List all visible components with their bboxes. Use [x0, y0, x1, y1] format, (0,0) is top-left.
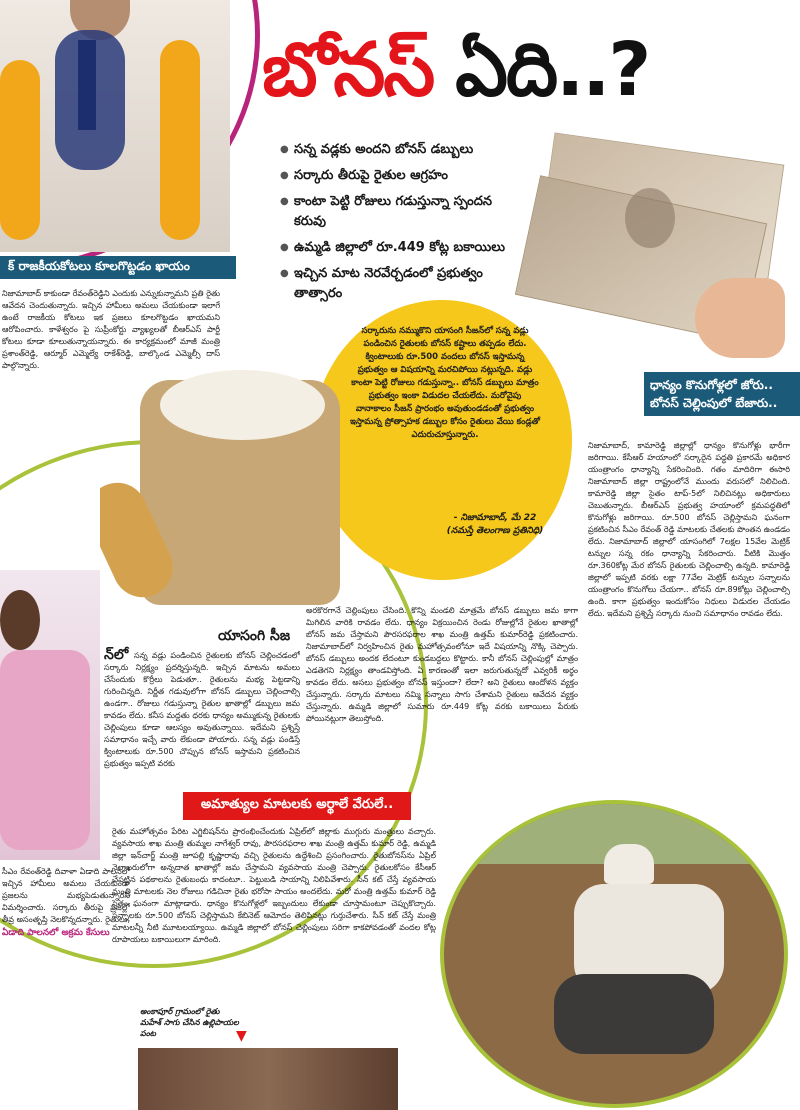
bullet-item: ● సన్న వడ్లకు అందని బోనస్ డబ్బులు: [280, 140, 510, 160]
headline-black: ఏది..?: [455, 27, 650, 113]
dateline: - నిజామాబాద్, మే 22 (నమస్తే తెలంగాణ ప్రతినిధి): [446, 513, 544, 536]
farmer-photo: [440, 800, 788, 1108]
mid-left-column-text: సన్న వడ్లు పండించిన రైతులకు బోనస్ చెల్లించడంలో సర్కారు నిర్లక్ష్యం ప్రదర్శిస్తున్నది. ఇచ్చిన మాటను అమలు చేసేందుకు కొర్రీలు పెడుతూ.. రైతులను మభ్య పెట్టడాన్ని గురించిన్నది. నిర్ణీత గడువులోగా బోనస్ డబ్బులు చెల్లించాల్సి ఉండగా.. రోజులు గడుస్తున్నా రైతుల ఖాతాల్లో డబ్బులు జమ కావడం లేదు. కనీస మద్దతు ధరకు ధాన్యం అమ్ముకున్న రైతులకు చెల్లింపులు కూడా ఆలస్యం అవుతున్నాయి. ఇదేమని ప్రశ్నిస్తే సమాధానం ఇచ్చే వారు లేకుండా పోయారు. సన్న వడ్లు పండిస్తే క్వింటాలుకు రూ.500 చొప్పున బోనస్ ఇస్తామని ప్రకటించిన ప్రభుత్వం ఇప్పటి వరకు: [104, 651, 300, 768]
section-head-yasangi: యాసంగి సీజ: [218, 628, 291, 644]
mid-right-column-text: అరకొరగానే చెల్లింపులు చేసింది. కొన్ని మండలి మాత్రమే బోనస్ డబ్బులు జమ కాగా మిగిలిన వారికి రావడం లేదు. ధాన్యం విక్రయించిన రెండు రోజుల్లోనే రైతుల ఖాతాల్లో బోనస్ జమ చేస్తామని పౌరసరఫరాల శాఖ మంత్రి ఉత్తమ్ కుమార్‌రెడ్డి ప్రకటించారు. నిజామాబాద్‌లో నిర్వహించిన రైతు మహోత్సవంలోనూ ఇదే విషయాన్ని నొక్కి చెప్పారు. బోనస్ డబ్బులు అందక లేదంటూ కుండబద్దలు కొట్టారు. కానీ బోనస్ చెల్లింపుల్లో మాత్రం ఎడతెగని నిర్లక్ష్యం తాండవిస్తోంది. ఏ కారణంతో ఇలా జరుగుతున్నదో ఎవ్వరికీ అర్థం కావడం లేదు. అసలు ప్రభుత్వం బోనస్ ఇస్తుందా? లేదా? అని రైతులు ఆందోళన వ్యక్తం చేస్తున్నారు. సర్కారు మాటలు నమ్మి సన్నాలు సాగు చేశామని రైతులు ఆవేదన వ్యక్తం చేస్తున్నారు. ఉమ్మడి జిల్లాలో సుమారు రూ.449 కోట్ల వరకు బకాయిలు పేరుకు పోయినట్లుగా తెలుస్తోంది.: [306, 606, 578, 723]
right-column-text: నిజామాబాద్, కామారెడ్డి జిల్లాల్లో ధాన్యం కొనుగోళ్లు భారీగా జరిగాయి. కేసీఆర్ హయాంలో సర్కారైన పద్ధతి ప్రకారమే అధికార యంత్రాంగం ధాన్యాన్ని సేకరించింది. గతం మాదిరిగా ఈసారి నిజామాబాద్ జిల్లా రాష్ట్రంలోనే ముందు వరుసలో నిలిచింది. కామారెడ్డి జిల్లా సైతం టాప్-5లో నిలిచినట్లు అధికారులు చెబుతున్నారు. బీఆర్‌ఎస్ ప్రభుత్వ హయాంలో క్రమపద్ధతిలో కొనుగోళ్లు జరిగాయి. రూ.500 బోనస్ చెల్లిస్తామని ఘనంగా ప్రకటించిన సీఎం రేవంత్ రెడ్డి మాటలకు చేతలకు పొంతన ఉండడం లేదు. నిజామాబాద్ జిల్లాలో యాసంగిలో 7లక్షల 15వేల మెట్రిక్ టన్నుల సన్న రకం ధాన్యాన్ని సేకరించారు. వీటికి మొత్తం రూ.360కోట్ల మేర బోనస్ రైతులకు చెల్లించాల్సి ఉన్నది. కామారెడ్డి జిల్లాలో ఇప్పటి వరకు లక్షా 77వేల మెట్రిక్ టన్నుల సన్నాలను యంత్రాంగం కొనుగోలు చేయగా.. బోనస్ రూ.89కోట్లు చెల్లించాల్సి ఉంది. కాగా ప్రభుత్వం ఇందుకోసం నిధులు విడుదల చేయడం లేదు. ఇదేమని ప్రశ్నిస్తే సర్కారు నుంచి సమాధానం రావడం లేదు.: [588, 441, 790, 618]
bullet-item: ● ఉమ్మడి జిల్లాలో రూ.449 కోట్ల బకాయిలు: [280, 238, 510, 258]
onion-caption: అంకాపూర్ గ్రామంలో రైతు మహేశ్ సాగు చేసిన ఉల్లిపాయల పంట: [140, 1007, 239, 1038]
right-subhead: ధాన్యం కొనుగోళ్లలో జోరు.. బోనస్ చెల్లింపులో బేజారు..: [644, 372, 800, 416]
left-bottom-head: ఏడాది పాలనలో అక్రమ కేసులు: [2, 928, 110, 938]
speaker-photo-top: [0, 0, 230, 252]
rice-sack-image: [100, 340, 350, 610]
sub-banner: అమాత్యుల మాటలకు అర్థాలే వేరులే..: [183, 792, 411, 820]
photo-caption-top: క్ రాజకీయకోటలు కూలగొట్టడం ఖాయం: [0, 256, 236, 279]
bullet-item: ● ఇచ్చిన మాట నెరవేర్చడంలో ప్రభుత్వం తాత్సారం: [280, 264, 510, 304]
bullet-list: [280, 140, 510, 310]
onion-field-photo: [138, 1048, 398, 1110]
bullet-item: ● సర్కారు తీరుపై రైతుల ఆగ్రహం: [280, 166, 510, 186]
quote-text: సర్కారును నమ్ముకొని యాసంగి సీజన్‌లో సన్న వడ్లు పండించిన రైతులకు బోనస్ కష్టాలు తప్పడం లేదు. క్వింటాలుకు రూ.500 వందలు బోనస్ ఇస్తామన్న ప్రభుత్వం ఆ విషయాన్ని మరచిపోయి నట్లున్నది. వడ్లు కాంటా పెట్టి రోజులు గడుస్తున్నా.. బోనస్ డబ్బులు మాత్రం ప్రభుత్వం ఇంకా విడుదల చేయలేదు. మరోవైపు వానాకాలం సీజన్ ప్రారంభం అవుతుండడంతో ప్రభుత్వం ఇస్తామన్న ప్రోత్సాహక డబ్బుల కోసం రైతులు వేయి కండ్లతో ఎదురుచూస్తున్నారు.: [350, 326, 540, 440]
left-top-text: నిజామాబాద్ కాకుండా రేవంత్‌రెడ్డిని ఎందుకు ఎన్నుకున్నామని ప్రతి రైతు ఆవేదన చెందుతున్నారు. ఇచ్చిన హామీలు అమలు చేయకుండా ఇలాగే ఉంటే రాజకీయ కోటలు ఇక ప్రజలు కూలగొట్టడం ఖాయమని ఆరోపించారు. కాళేశ్వరం పై సుప్రీంకోర్టు వ్యాఖ్యలతో బీఆర్‌ఎస్ పార్టీ కోటలు కూడా కూలుతున్నాయన్నారు. ఈ కార్యక్రమంలో మాజీ మంత్రి ప్రశాంత్‌రెడ్డి, ఆర్మూర్ ఎమ్మెల్యే రాకేశ్‌రెడ్డి, బాల్కొండ ఎమ్మెల్సీ దాస్‌ పాల్గొన్నారు.: [2, 289, 220, 370]
yasangi-lead: న్‌లో: [104, 647, 129, 663]
left-bottom-text: సీఎం రేవంత్‌రెడ్డి దివాళా ఏడాది పాలనలో ఇచ్చిన హామీలు అమలు చేయకుండా ప్రజలను మభ్యపెడుతున్నారని విమర్శించారు. సర్కారు తీరుపై ప్రజల్లో తీవ్ర అసంతృప్తి నెలకొన్నదన్నారు. రైతులు,: [2, 867, 130, 924]
bullet-item: ● కాంటా పెట్టి రోజులు గడుస్తున్నా స్పందన కరువు: [280, 192, 510, 232]
politician-photo: [0, 570, 100, 860]
lower-column-text: రైతు మహోత్సవం పేరిట ఎగ్జిబిషన్‌ను ప్రారంభించేందుకు ఏప్రిల్‌లో జిల్లాకు ముగ్గురు మంత్రులు వచ్చారు. వ్యవసాయ శాఖ మంత్రి తుమ్మల నాగేశ్వర్ రావు, పౌరసరఫరాల శాఖ మంత్రి ఉత్తమ్ కుమార్ రెడ్డి, ఉమ్మడి జిల్లా ఇన్‌చార్జ్ మంత్రి జూపల్లి కృష్ణారావు వచ్చి రైతులను ఉద్దేశించి ప్రసంగించారు. రైతుబోనస్‌ను ఏప్రిల్ నెలాఖరులోగా అన్నదాత ఖాతాల్లో జమ చేస్తామని వ్యవసాయ మంత్రి చెప్పారు. రైతులకోసం కేసీఆర్ చేపట్టిన పథకాలను రైతుబంధు కాదంటూ.. పెట్టుబడి సాయాన్ని నిలిపివేశారు. సీన్ కట్ చేస్తే వ్యవసాయ మంత్రి మాటలకు నెల రోజులు గడిచినా రైతు భరోసా సాయం అందలేదు. మరో మంత్రి ఉత్తమ్ కుమార్ రెడ్డి సైతం ఘనంగా మాట్లాడారు. ధాన్యం కొనుగోళ్లలో ఇబ్బందులు లేకుండా చూస్తామంటూ చెప్పుకొచ్చారు. సన్నాలకు రూ.500 బోనస్ చెల్లిస్తామని కేబినెట్ ఆమోదం తెలిపినట్లు గుర్తుచేశారు. సీన్ కట్ చేస్తే మంత్రి మాటలన్నీ నీటి మూటలయ్యాయి. ఉమ్మడి జిల్లాలో బోనస్ చెల్లింపులు సరిగా కాకపోవడంతో వందల కోట్ల రూపాయలు బకాయిలుగా మారింది.: [112, 827, 436, 944]
headline: [262, 20, 792, 120]
currency-photo: [515, 128, 795, 368]
headline-red: బోనస్: [262, 27, 434, 113]
arrow-down-icon: ▼: [236, 1028, 247, 1044]
